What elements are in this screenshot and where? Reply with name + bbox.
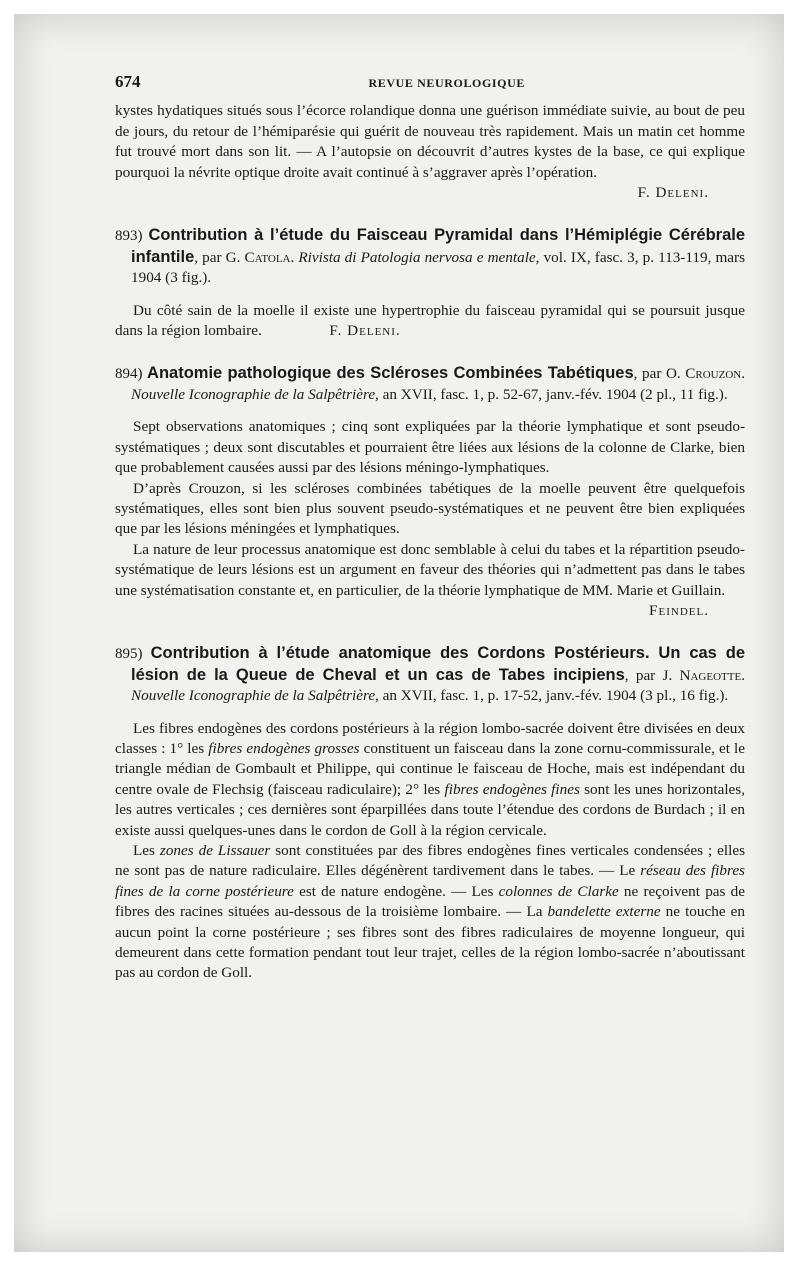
article-number: 894) xyxy=(115,366,143,383)
article-header: 893) Contribution à l’étude du Faisceau Pyramidal dans l’Hémiplégie Cérébrale infantile, par G. Catola. Rivista di Patologia nervosa e mentale, vol. IX, fasc. 3, p. 113-119, mars 1904 (3 fig.). xyxy=(115,226,746,287)
text-run: est de nature endogène. — Les xyxy=(293,882,499,900)
article-signature: Feindel. xyxy=(649,601,709,619)
page-number: 674 xyxy=(115,72,141,91)
article-893 xyxy=(115,225,745,341)
page-content xyxy=(115,72,745,984)
text-run: Les fibres endogènes des cordons postérieurs à la région lombo-sacrée doivent être divisées en deux classes : 1° les xyxy=(115,719,745,757)
article-header: 895) Contribution à l’étude anatomique des Cordons Postérieurs. Un cas de lésion de la Queue de Cheval et un cas de Tabes incipiens, par J. Nageotte. Nouvelle Iconographie de la Salpêtrière, an XVII, fasc. 1, p. 17-52, janv.-fév. 1904 (3 pl., 16 fig.). xyxy=(115,644,745,705)
italic-term: fibres endogènes grosses xyxy=(208,739,360,757)
article-894 xyxy=(115,363,745,621)
article-895 xyxy=(115,643,745,984)
author-prefix: , par xyxy=(624,666,663,684)
article-journal: Nouvelle Iconographie de la Salpêtrière, xyxy=(131,385,379,403)
intro-section xyxy=(115,101,745,203)
italic-term: zones de Lissauer xyxy=(159,842,271,859)
running-title: REVUE NEUROLOGIQUE xyxy=(368,76,525,90)
article-signature: F. Deleni. xyxy=(329,322,401,340)
article-title: Contribution à l’étude du Faisceau Pyramidal dans l’Hémiplégie Cérébrale infantile xyxy=(131,226,746,266)
scanned-page xyxy=(14,14,784,1252)
article-author: O. Crouzon xyxy=(665,365,742,383)
article-header: 894) Anatomie pathologique des Scléroses Combinées Tabétiques, par O. Crouzon. Nouvelle Iconographie de la Salpêtrière, an XVII, fasc. 1, p. 52-67, janv.-fév. 1904 (2 pl., 11 fig.). xyxy=(115,364,746,403)
article-reference: an XVII, fasc. 1, p. 52-67, janv.-fév. 1904 (2 pl., 11 fig.). xyxy=(378,385,728,403)
article-number: 895) xyxy=(115,646,143,663)
article-paragraph: La nature de leur processus anatomique est donc semblable à celui du tabes et la répartition pseudo-systématique de leurs lésions est un argument en faveur des théories qui n’admettent pas dans le tabes une systématisation constante et, en particulier, de la théorie lymphatique de MM. Marie et Guillain. xyxy=(115,540,745,599)
article-body-text: Du côté sain de la moelle il existe une hypertrophie du faisceau pyramidal qui se poursuit jusque dans la région lombaire. xyxy=(115,301,745,340)
page-header xyxy=(115,72,745,93)
article-reference: an XVII, fasc. 1, p. 17-52, janv.-fév. 1904 (3 pl., 16 fig.). xyxy=(378,687,729,705)
article-paragraph: D’après Crouzon, si les scléroses combinées tabétiques de la moelle peuvent être quelquefois systématiques, elles sont bien plus souvent pseudo-systématiques et ne peuvent être bien expliquées que par les lésions méningées et lymphatiques. xyxy=(115,479,745,538)
intro-signature: F. Deleni. xyxy=(637,184,709,202)
italic-term: bandelette externe xyxy=(547,903,661,921)
author-prefix: , par xyxy=(194,248,226,266)
italic-term: colonnes de Clarke xyxy=(498,882,619,900)
italic-term: fibres endogènes fines xyxy=(444,780,580,798)
intro-paragraph: kystes hydatiques situés sous l’écorce rolandique donna une guérison immédiate suivie, au bout de peu de jours, du retour de l’hémiparésie qui guérit de nouveau très rapidement. Mais un matin cet homme fut trouvé mort dans son lit. — A l’autopsie on découvrit d’autres kystes de la base, ce qui explique pourquoi la névrite optique droite avait continué à s’aggraver après l’opération. xyxy=(115,102,745,181)
article-paragraph: Sept observations anatomiques ; cinq sont expliquées par la théorie lymphatique et sont pseudo-systématiques ; deux sont discutables et pourraient être liées aux lésions de la colonne de Clarke, bien que probablement causées aussi par des lésions méningo-lymphatiques. xyxy=(115,418,745,477)
article-paragraph xyxy=(115,841,745,984)
text-run: ne touche en aucun point la corne postérieure ; ses fibres sont des fibres radiculaires de moyenne longueur, qui demeurent dans cette formation pendant tout leur trajet, celles de la région lombo-sacrée n’aboutissant pas au cordon de Goll. xyxy=(115,903,745,982)
article-author: G. Catola xyxy=(225,248,291,266)
text-run: Les xyxy=(133,842,160,859)
article-journal: Nouvelle Iconographie de la Salpêtrière, xyxy=(131,687,379,705)
article-paragraph xyxy=(115,719,745,841)
text-run: constituent un faisceau dans la zone cornu-commissurale, et le triangle médian de Gombault et Philippe, qui continue le faisceau de Hoche, mais est indépendant du centre ovale de Flechsig (faisceau radiculaire); 2° les xyxy=(115,739,745,798)
article-title: Contribution à l’étude anatomique des Cordons Postérieurs. Un cas de lésion de la Queue de Cheval et un cas de Tabes incipiens xyxy=(131,644,745,684)
text-run: ne reçoivent pas de fibres des racines situées au-dessous de la troisième lombaire. — La xyxy=(115,882,745,921)
article-reference: vol. IX, fasc. 3, p. 113-119, mars 1904 (3 fig.). xyxy=(131,248,745,287)
text-run: sont constituées par des fibres endogènes fines verticales condensées ; elles ne sont pas de nature radiculaire. Elles dégénèrent tardivement dans le tabes. — Le xyxy=(115,842,745,880)
article-author: J. Nageotte xyxy=(662,666,742,684)
article-title: Anatomie pathologique des Scléroses Combinées Tabétiques xyxy=(147,364,634,383)
text-run: sont les unes horizontales, les autres verticales ; ces dernières sont éparpillées dans toute l’étendue des cordons de Burdach ; il en existe aussi quelques-unes dans le cordon de Goll à la région cervicale. xyxy=(115,780,745,839)
article-journal: Rivista di Patologia nervosa e mentale, xyxy=(298,248,540,266)
author-prefix: , par xyxy=(633,365,666,383)
italic-term: réseau des fibres fines de la corne postérieure xyxy=(115,862,745,900)
article-body xyxy=(115,301,745,342)
article-number: 893) xyxy=(115,228,143,245)
